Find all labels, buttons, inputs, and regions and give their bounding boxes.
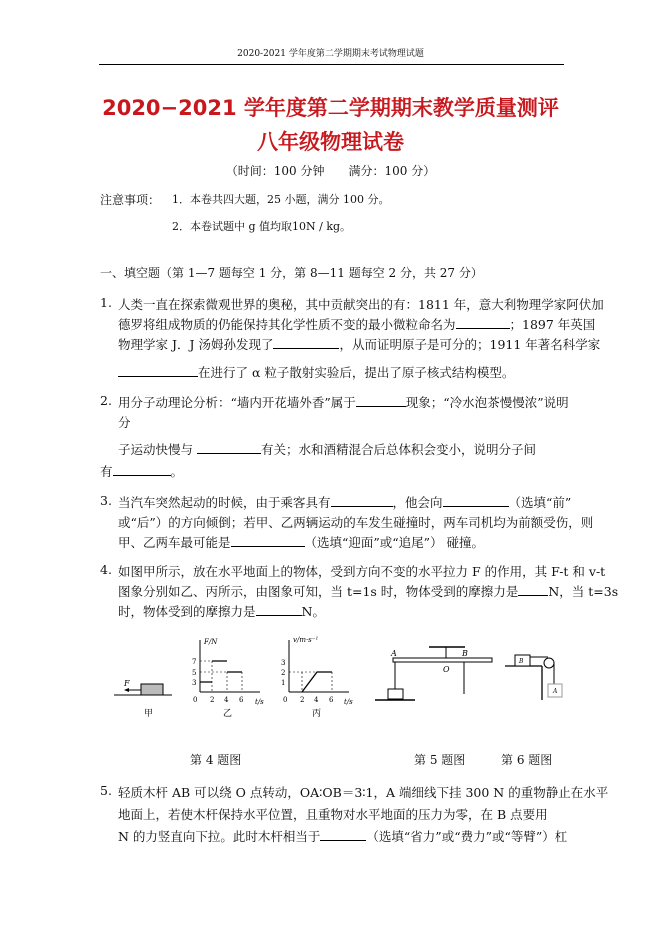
label-o: O xyxy=(443,665,450,674)
arrow-head xyxy=(124,688,129,692)
q2-line1a: 用分子动理论分析：“墙内开花墙外香”属于 xyxy=(118,395,356,410)
q1-number: 1. xyxy=(100,295,112,310)
figure-jia xyxy=(114,679,172,719)
q2-line1b: 现象；“冷水泡茶慢慢浓”说明 xyxy=(405,395,569,410)
caption-fig5: 第 5 题图 xyxy=(414,753,466,767)
t-axis-label: t/s xyxy=(344,698,353,706)
figure-bing-vt-graph xyxy=(281,636,353,719)
block xyxy=(141,684,163,695)
q3-line1b: ，他会向 xyxy=(392,495,443,510)
q1-line3b: ，从而证明原子是可分的；1911 年著名科学家 xyxy=(339,337,601,352)
q4-line2b: N，当 t=3s xyxy=(548,584,619,599)
t-axis-label: t/s xyxy=(255,698,264,706)
block-label: A xyxy=(553,688,558,695)
q3-line1a: 当汽车突然起动的时候，由于乘客具有 xyxy=(118,495,331,510)
notes-label: 注意事项： xyxy=(100,193,161,207)
tick: 6 xyxy=(239,696,244,704)
label-a: A xyxy=(391,649,397,658)
f-axis-label: F/N xyxy=(204,638,218,646)
caption-fig6: 第 6 题图 xyxy=(501,753,553,767)
tick: 2 xyxy=(281,669,286,677)
tick: 3 xyxy=(192,679,197,687)
tick: 4 xyxy=(224,696,229,704)
note-2: 2．本卷试题中 g 值均取10N / kg。 xyxy=(172,220,352,233)
q5-line3 xyxy=(118,827,567,845)
q5-line3a: N 的力竖直向下拉。此时木杆相当于 xyxy=(118,829,321,844)
q4-line2a: 图象分别如乙、丙所示，由图象可知，当 t=1s 时，物体受到的摩擦力是 xyxy=(118,584,519,599)
q4-line1: 如图甲所示，放在水平地面上的物体，受到方向不变的水平拉力 F 的作用，其 F-t 和 v-t xyxy=(118,564,606,579)
q3-line2: 或“后”）的方向倾倒；若甲、乙两辆运动的车发生碰撞时，两车司机均为前额受伤，则 xyxy=(118,515,594,530)
tick: 6 xyxy=(329,696,334,704)
figure-6-pulley xyxy=(505,655,562,700)
q3-line3a: 甲、乙两车最可能是 xyxy=(118,535,231,550)
tick: 3 xyxy=(281,659,286,667)
answer-blank[interactable] xyxy=(320,828,366,841)
tick: 0 xyxy=(283,696,288,704)
q3-line1c: （选填“前” xyxy=(508,495,572,510)
exam-title: 2020−2021 学年度第二学期期末教学质量测评 xyxy=(102,96,559,120)
q1-line4-text: 在进行了 α 粒子散射实验后，提出了原子核式结构模型。 xyxy=(198,365,515,380)
tick: 2 xyxy=(300,696,305,704)
q5-line3b: （选填“省力”或“费力”或“等臂”）杠 xyxy=(366,829,568,844)
tick: 4 xyxy=(314,696,319,704)
label-b: B xyxy=(462,649,468,658)
q5-line2: 地面上，若使木杆保持水平位置，且重物对水平地面的压力为零，在 B 点要用 xyxy=(118,807,548,822)
q2-line3b: 有关；水和酒精混合后总体积会变小，说明分子间 xyxy=(261,442,537,457)
q1-line3a: 物理学家 J．J 汤姆孙发现了 xyxy=(118,337,274,352)
q2-line4a: 有 xyxy=(100,464,113,479)
exam-subtitle: 八年级物理试卷 xyxy=(257,130,404,154)
pulley xyxy=(544,658,554,668)
q3-number: 3. xyxy=(100,493,112,508)
f-series xyxy=(200,661,242,682)
tick: 0 xyxy=(193,696,198,704)
v-series xyxy=(302,672,332,692)
section-heading: 一、填空题（第 1—7 题每空 1 分，第 8—11 题每空 2 分，共 27 分） xyxy=(100,266,483,280)
guide-lines xyxy=(200,661,242,692)
q2-line3a: 子运动快慢与 xyxy=(118,442,194,457)
v-axis-label: v/m·s⁻¹ xyxy=(293,636,319,644)
q2-line2: 分 xyxy=(118,415,131,430)
q1-line2a: 德罗将组成物质的仍能保持其化学性质不变的最小微粒命名为 xyxy=(118,317,456,332)
note-1: 1．本卷共四大题，25 小题，满分 100 分。 xyxy=(172,193,390,206)
tick: 7 xyxy=(192,658,197,666)
label-bing: 丙 xyxy=(312,709,322,719)
caption-fig4: 第 4 题图 xyxy=(190,753,242,767)
q2-line4b: 。 xyxy=(170,464,184,479)
force-label: F xyxy=(124,679,130,688)
label-jia: 甲 xyxy=(144,709,154,719)
q3-line3b: （选填“迎面”或“追尾”） 碰撞。 xyxy=(304,535,485,550)
tick: 2 xyxy=(210,696,215,704)
block-label: B xyxy=(519,658,524,665)
time-info: （时间：100 分钟 满分：100 分） xyxy=(225,164,436,178)
q2-number: 2. xyxy=(100,393,112,408)
page-header: 2020-2021 学年度第二学期期末考试物理试题 xyxy=(237,49,424,59)
q5-line1: 轻质木杆 AB 可以绕 O 点转动，OA∶OB＝3∶1，A 端细线下挂 300 N 的重物静止在水平 xyxy=(118,785,609,800)
q4-number: 4. xyxy=(100,562,112,577)
q4-line3a: 时，物体受到的摩擦力是 xyxy=(118,604,256,619)
q5-number: 5. xyxy=(100,783,112,798)
guide-lines xyxy=(289,672,332,692)
label-yi: 乙 xyxy=(223,709,233,719)
tick: 5 xyxy=(192,669,197,677)
figure-yi-ft-graph xyxy=(192,638,264,719)
q4-line3b: N。 xyxy=(301,604,325,619)
q1-line1: 人类一直在探索微观世界的奥秘，其中贡献突出的有：1811 年，意大利物理学家阿伏加 xyxy=(118,297,604,312)
q1-line2b: ；1897 年英国 xyxy=(509,317,596,332)
tick: 1 xyxy=(281,679,286,687)
